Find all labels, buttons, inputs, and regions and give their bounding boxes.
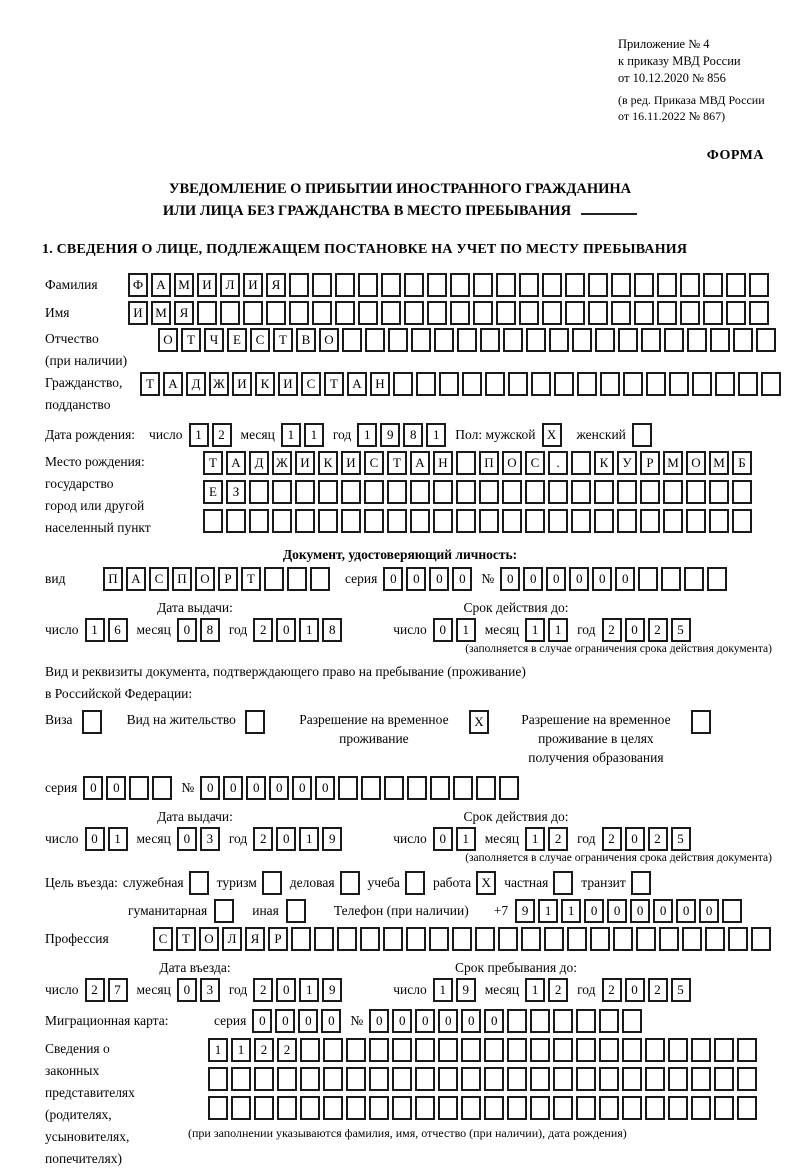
identity-doc-note: (заполняется в случае ограничения срока действия документа) [465, 643, 772, 655]
residence-series-label: серия [45, 779, 78, 795]
month-label: месяц [136, 621, 171, 637]
expiry-month-cells: 1 1 [525, 618, 571, 642]
option-temporary-residence: Разрешение на временное проживание X [288, 710, 492, 748]
day-label: число [45, 981, 79, 997]
residence-number-label: № [181, 779, 195, 795]
residence-doc-intro1: Вид и реквизиты документа, подтверждающего право на пребывание (проживание) [45, 664, 526, 679]
stay-year-cells: 2 0 2 5 [602, 978, 694, 1002]
month-label: месяц [136, 830, 171, 846]
doc-series-label: серия [345, 570, 378, 586]
birth-month-label: месяц [240, 426, 275, 442]
day-label: число [45, 830, 79, 846]
sex-label: Пол: мужской [455, 426, 536, 442]
form-title-line2: ИЛИ ЛИЦА БЕЗ ГРАЖДАНСТВА В МЕСТО ПРЕБЫВАНИЯ [0, 200, 800, 222]
year-label: год [228, 981, 248, 997]
year-label: год [577, 830, 596, 846]
birth-month-cells: 1 1 [281, 423, 327, 447]
residence-issue-month-cells: 0 3 [177, 827, 223, 851]
firstname-label: Имя [45, 304, 70, 320]
birth-day-cells: 1 2 [189, 423, 235, 447]
visit-purpose-row2 [128, 898, 800, 923]
citizenship-cells: Т А Д Ж И К И С Т А Н [140, 372, 784, 396]
migration-number-cells: 0 0 0 0 0 0 [369, 1009, 645, 1033]
migration-card-label: Миграционная карта: [45, 1012, 169, 1028]
revision-reference [618, 92, 800, 124]
doc-series-cells: 0 0 0 0 [383, 567, 475, 591]
birth-date-row [45, 422, 800, 447]
sex-male-checkbox: X [542, 423, 565, 447]
appendix-line: от 10.12.2020 № 856 [618, 71, 726, 85]
entry-day-cells: 2 7 [85, 978, 131, 1002]
migration-card-row [45, 1008, 800, 1033]
issue-year-cells: 2 0 1 8 [253, 618, 345, 642]
firstname-row [45, 300, 800, 325]
title-blank-line [581, 201, 637, 215]
temporary-residence-education-checkbox [691, 710, 714, 734]
residence-expiry-month-cells: 1 2 [525, 827, 571, 851]
expiry-year-cells: 2 0 2 5 [602, 618, 694, 642]
issue-month-cells: 0 8 [177, 618, 223, 642]
migration-series-label: серия [214, 1012, 247, 1028]
birth-place-label: Место рождения: государство город или другой населенный пункт [45, 454, 151, 535]
birth-date-label: Дата рождения: [45, 426, 136, 442]
day-label: число [393, 830, 427, 846]
stay-until-heading: Срок пребывания до: [455, 960, 577, 975]
purpose-tourism-checkbox [262, 871, 285, 895]
birth-year-label: год [332, 426, 352, 442]
purpose-tourism-label: туризм [216, 874, 257, 890]
purpose-official-checkbox [189, 871, 212, 895]
purpose-business-checkbox [340, 871, 363, 895]
birth-place-line3 [203, 509, 755, 533]
birth-place-line1: Т А Д Ж И К И С Т А Н П О С . К У Р М О М Б [203, 451, 755, 475]
profession-row [45, 926, 800, 951]
representatives-row [45, 1038, 800, 1170]
expiry-date-heading: Срок действия до: [463, 809, 569, 824]
purpose-work-label: работа [432, 874, 472, 890]
month-label: месяц [484, 981, 520, 997]
residence-doc-options [45, 710, 800, 767]
entry-month-cells: 0 3 [177, 978, 223, 1002]
option-temporary-residence-education: Разрешение на временное проживание в целях получения образования [510, 710, 714, 767]
visit-purpose-row [45, 870, 800, 895]
doc-number-cells: 0 0 0 0 0 0 [500, 567, 730, 591]
purpose-other-checkbox [286, 899, 309, 923]
surname-cells: Ф А М И Л И Я [128, 273, 772, 297]
appendix-reference [618, 36, 800, 87]
purpose-official-label: служебная [122, 874, 184, 890]
birth-year-cells: 1 9 8 1 [357, 423, 449, 447]
residence-number-cells: 0 0 0 0 0 0 [200, 776, 522, 800]
issue-day-cells: 1 6 [85, 618, 131, 642]
profession-cells: С Т О Л Я Р [153, 927, 774, 951]
purpose-humanitarian-checkbox [214, 899, 237, 923]
purpose-private-checkbox [553, 871, 576, 895]
residence-expiry-year-cells: 2 0 2 5 [602, 827, 694, 851]
purpose-study-label: учеба [367, 874, 400, 890]
birth-place-line2: Е З [203, 480, 755, 504]
year-label: год [577, 621, 596, 637]
expiry-date-heading: Срок действия до: [463, 600, 569, 615]
residence-expiry-day-cells: 0 1 [433, 827, 479, 851]
purpose-business-label: деловая [289, 874, 335, 890]
section1-heading: 1. СВЕДЕНИЯ О ЛИЦЕ, ПОДЛЕЖАЩЕМ ПОСТАНОВКЕ НА УЧЕТ ПО МЕСТУ ПРЕБЫВАНИЯ [42, 242, 688, 257]
option-residence-permit: Вид на жительство [127, 710, 268, 734]
representatives-line2 [208, 1067, 760, 1091]
entry-dates-row [45, 977, 800, 1002]
year-label: год [228, 830, 248, 846]
representatives-note: (при заполнении указываются фамилия, имя, отчество (при наличии), дата рождения) [188, 1126, 627, 1140]
year-label: год [228, 621, 248, 637]
identity-doc-heading: Документ, удостоверяющий личность: [282, 547, 518, 562]
stay-day-cells: 1 9 [433, 978, 479, 1002]
doc-number-label: № [481, 570, 495, 586]
firstname-cells: И М Я [128, 301, 772, 325]
entry-year-cells: 2 0 1 9 [253, 978, 345, 1002]
representatives-line1: 1 1 2 2 [208, 1038, 760, 1062]
purpose-transit-checkbox [631, 871, 654, 895]
residence-issue-year-cells: 2 0 1 9 [253, 827, 345, 851]
stay-month-cells: 1 2 [525, 978, 571, 1002]
doc-kind-label: вид [45, 570, 66, 586]
form-title [0, 178, 800, 222]
residence-permit-checkbox [245, 710, 268, 734]
purpose-work-checkbox: X [476, 871, 499, 895]
patronymic-cells: О Т Ч Е С Т В О [158, 328, 779, 352]
migration-series-cells: 0 0 0 0 [252, 1009, 344, 1033]
visit-purpose-label: Цель въезда: [45, 874, 118, 890]
day-label: число [45, 621, 79, 637]
identity-doc-dates-row [45, 617, 800, 642]
phone-prefix: +7 [493, 902, 509, 918]
identity-doc-kind-row [45, 566, 800, 591]
identity-doc-date-headings [45, 599, 800, 617]
visa-checkbox [82, 710, 105, 734]
residence-doc-date-headings [45, 808, 800, 826]
year-label: год [577, 981, 596, 997]
form-label: ФОРМА [706, 148, 764, 163]
profession-label: Профессия [45, 930, 109, 946]
representatives-label: Сведения о законных представителях (родителях, усыновителях, попечителях) [45, 1041, 135, 1166]
revision-line: (в ред. Приказа МВД России [618, 93, 765, 107]
migration-number-label: № [350, 1012, 364, 1028]
representatives-cells [188, 1038, 760, 1141]
issue-date-heading: Дата выдачи: [157, 600, 233, 615]
purpose-other-label: иная [252, 902, 279, 918]
day-label: число [393, 981, 427, 997]
doc-kind-cells: П А С П О Р Т [103, 567, 333, 591]
phone-cells: 9 1 1 0 0 0 0 0 0 [515, 899, 745, 923]
purpose-transit-label: транзит [581, 874, 626, 890]
citizenship-label: Гражданство, подданство [45, 375, 123, 412]
entry-date-headings [45, 959, 800, 977]
representatives-line3 [208, 1096, 760, 1120]
residence-doc-note: (заполняется в случае ограничения срока действия документа) [465, 852, 772, 864]
citizenship-row [45, 372, 800, 416]
residence-doc-series-row [45, 775, 800, 800]
month-label: месяц [484, 621, 520, 637]
day-label: число [393, 621, 427, 637]
option-visa: Виза [45, 710, 105, 734]
patronymic-label: Отчество (при наличии) [45, 331, 128, 368]
residence-issue-day-cells: 0 1 [85, 827, 131, 851]
surname-row [45, 272, 800, 297]
surname-label: Фамилия [45, 276, 98, 292]
month-label: месяц [484, 830, 520, 846]
revision-line: от 16.11.2022 № 867) [618, 109, 726, 123]
entry-date-heading: Дата въезда: [159, 960, 231, 975]
month-label: месяц [136, 981, 171, 997]
appendix-line: к приказу МВД России [618, 54, 741, 68]
temporary-residence-checkbox: X [469, 710, 492, 734]
sex-female-checkbox [632, 423, 655, 447]
phone-label: Телефон (при наличии) [333, 902, 469, 918]
form-title-line1: УВЕДОМЛЕНИЕ О ПРИБЫТИИ ИНОСТРАННОГО ГРАЖДАНИНА [168, 181, 632, 197]
issue-date-heading: Дата выдачи: [157, 809, 233, 824]
residence-doc-dates-row [45, 826, 800, 851]
residence-doc-intro2: в Российской Федерации: [45, 686, 193, 701]
sex-female-label: женский [576, 426, 626, 442]
purpose-private-label: частная [504, 874, 549, 890]
birth-place-row [45, 451, 800, 539]
patronymic-row [45, 328, 800, 372]
expiry-day-cells: 0 1 [433, 618, 479, 642]
birth-day-label: число [149, 426, 183, 442]
residence-series-cells: 0 0 [83, 776, 175, 800]
purpose-study-checkbox [405, 871, 428, 895]
appendix-line: Приложение № 4 [618, 37, 710, 51]
purpose-humanitarian-label: гуманитарная [128, 902, 208, 918]
birth-place-cells [203, 451, 755, 538]
